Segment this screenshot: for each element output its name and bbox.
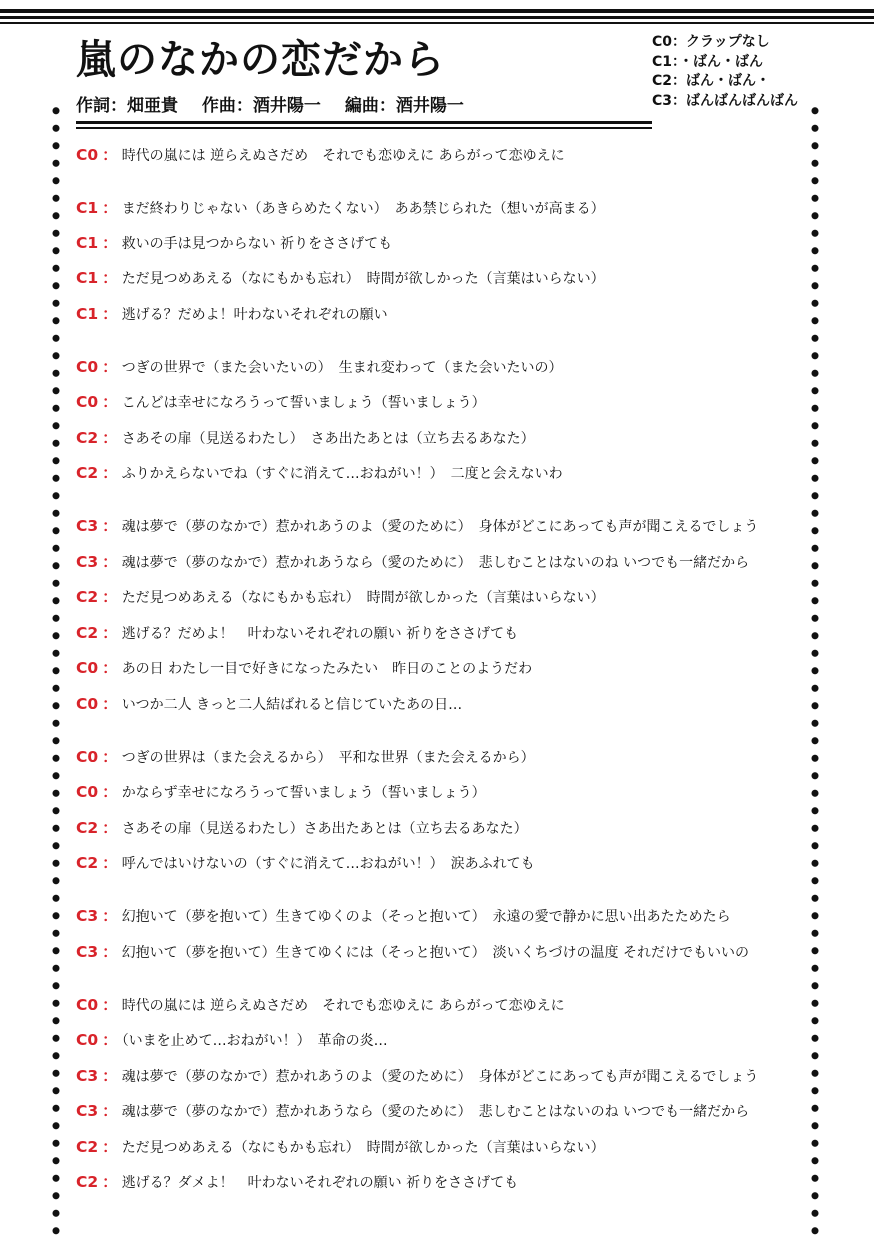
clap-code: C2	[76, 429, 99, 447]
lyric-text: さあその扉（見送るわたし）さあ出たあとは（立ち去るあなた）	[121, 821, 528, 837]
clap-code-separator: ：	[102, 588, 118, 606]
lyric-line	[76, 742, 535, 772]
header-rule-1	[0, 9, 874, 13]
clap-code-separator: ：	[102, 464, 118, 482]
clap-code: C0	[76, 1031, 99, 1049]
clap-code-separator: ：	[102, 199, 118, 217]
lyric-line	[76, 653, 532, 683]
song-title: 嵐のなかの恋だから	[76, 37, 445, 83]
clap-code: C0	[76, 146, 99, 164]
clap-code-separator: ：	[102, 783, 118, 801]
lyric-text: こんどは幸せになろうって誓いましょう（誓いましょう）	[121, 395, 486, 411]
header-rule-3	[0, 22, 874, 24]
clap-code: C0	[76, 695, 99, 713]
lyric-line	[76, 423, 535, 453]
lyric-line	[76, 1167, 518, 1197]
lyric-line	[76, 511, 758, 541]
clap-code-separator: ：	[102, 305, 118, 323]
clap-code-separator: ：	[102, 996, 118, 1014]
lyric-line	[76, 990, 565, 1020]
lyric-line	[76, 228, 392, 258]
lyric-line	[76, 1096, 749, 1126]
lyric-text: 逃げる？ダメよ！ 叶わないそれぞれの願い 祈りをささげても	[121, 1175, 519, 1191]
legend-c3: C3：ばんばんばんばん	[652, 92, 799, 109]
clap-code: C1	[76, 234, 99, 252]
clap-code: C2	[76, 464, 99, 482]
clap-code-separator: ：	[102, 943, 118, 961]
lyric-line	[76, 777, 486, 807]
clap-code: C0	[76, 659, 99, 677]
lyric-line	[76, 547, 749, 577]
lyric-text: まだ終わりじゃない（あきらめたくない） ああ禁じられた（想いが高まる）	[121, 201, 605, 217]
clap-code-separator: ：	[102, 146, 118, 164]
clap-code: C1	[76, 305, 99, 323]
clap-code: C3	[76, 943, 99, 961]
lyric-text: つぎの世界は（また会えるから） 平和な世界（また会えるから）	[121, 750, 535, 766]
clap-code: C0	[76, 783, 99, 801]
lyric-text: 逃げる？だめよ！ 叶わないそれぞれの願い 祈りをささげても	[121, 626, 519, 642]
lyric-text: ただ見つめあえる（なにもかも忘れ） 時間が欲しかった（言葉はいらない）	[121, 1140, 605, 1156]
clap-code: C0	[76, 996, 99, 1014]
lyric-text: （いまを止めて…おねがい！） 革命の炎…	[121, 1033, 388, 1049]
lyric-line	[76, 193, 605, 223]
lyric-text: 魂は夢で（夢のなかで）惹かれあうなら（愛のために） 悲しむことはないのね いつでも一緒だから	[121, 1104, 750, 1120]
clap-code: C2	[76, 1138, 99, 1156]
lyric-line	[76, 263, 605, 293]
clap-code-separator: ：	[102, 624, 118, 642]
clap-code-separator: ：	[102, 269, 118, 287]
lyric-line	[76, 582, 605, 612]
clap-code-separator: ：	[102, 1031, 118, 1049]
composer-credit: 作曲：酒井陽一	[201, 96, 321, 116]
lyric-text: つぎの世界で（また会いたいの） 生まれ変わって（また会いたいの）	[121, 360, 563, 376]
clap-code-separator: ：	[102, 1173, 118, 1191]
lyric-text: ただ見つめあえる（なにもかも忘れ） 時間が欲しかった（言葉はいらない）	[121, 271, 605, 287]
arranger-credit: 編曲：酒井陽一	[344, 96, 464, 116]
lyric-line	[76, 937, 749, 967]
lyric-text: 魂は夢で（夢のなかで）惹かれあうなら（愛のために） 悲しむことはないのね いつでも一緒だから	[121, 555, 750, 571]
lyric-line	[76, 1132, 605, 1162]
clap-code-separator: ：	[102, 393, 118, 411]
right-dotted-border	[811, 102, 819, 1236]
clap-code-separator: ：	[102, 1067, 118, 1085]
lyric-line	[76, 140, 565, 170]
clap-code-separator: ：	[102, 659, 118, 677]
credit-underline-1	[76, 121, 652, 124]
lyricist-credit: 作詞：畑亜貴	[76, 96, 178, 116]
lyric-text: ふりかえらないでね（すぐに消えて…おねがい！） 二度と会えないわ	[121, 466, 563, 482]
clap-code-separator: ：	[102, 234, 118, 252]
lyric-text: さあその扉（見送るわたし） さあ出たあとは（立ち去るあなた）	[121, 431, 535, 447]
lyric-line	[76, 387, 486, 417]
clap-code: C1	[76, 199, 99, 217]
clap-code: C3	[76, 1102, 99, 1120]
lyric-text: 幻抱いて（夢を抱いて）生きてゆくのよ（そっと抱いて） 永遠の愛で静かに思い出あたためたら	[121, 909, 731, 925]
left-dotted-border	[52, 102, 60, 1236]
lyric-text: 魂は夢で（夢のなかで）惹かれあうのよ（愛のために） 身体がどこにあっても声が聞こえるでしょう	[121, 1069, 759, 1085]
lyric-line	[76, 848, 535, 878]
clap-code-separator: ：	[102, 695, 118, 713]
lyric-text: 逃げる？だめよ！叶わないそれぞれの願い	[121, 307, 388, 323]
lyric-text: ただ見つめあえる（なにもかも忘れ） 時間が欲しかった（言葉はいらない）	[121, 590, 605, 606]
lyric-text: 魂は夢で（夢のなかで）惹かれあうのよ（愛のために） 身体がどこにあっても声が聞こえるでしょう	[121, 519, 759, 535]
credit-underline-2	[76, 127, 652, 129]
clap-code: C2	[76, 1173, 99, 1191]
clap-code-separator: ：	[102, 553, 118, 571]
legend-c2: C2：ばん・ばん・	[652, 73, 771, 89]
lyric-line	[76, 689, 462, 719]
clap-code: C2	[76, 624, 99, 642]
lyric-line	[76, 1061, 758, 1091]
lyric-line	[76, 618, 518, 648]
song-credits	[76, 94, 482, 118]
lyric-line	[76, 1025, 388, 1055]
header-rule-2	[0, 16, 874, 19]
clap-code-separator: ：	[102, 748, 118, 766]
clap-code: C3	[76, 1067, 99, 1085]
legend-c0: C0：クラップなし	[652, 34, 770, 50]
lyric-text: 救いの手は見つからない 祈りをささげても	[121, 236, 393, 252]
lyric-text: かならず幸せになろうって誓いましょう（誓いましょう）	[121, 785, 486, 801]
lyric-text: 幻抱いて（夢を抱いて）生きてゆくには（そっと抱いて） 淡いくちづけの温度 それだけでもいいの	[121, 945, 749, 961]
clap-code-separator: ：	[102, 854, 118, 872]
clap-code-separator: ：	[102, 907, 118, 925]
clap-code-separator: ：	[102, 1138, 118, 1156]
lyric-text: 時代の嵐には 逆らえぬさだめ それでも恋ゆえに あらがって恋ゆえに	[121, 998, 565, 1014]
clap-code: C1	[76, 269, 99, 287]
clap-code-separator: ：	[102, 429, 118, 447]
clap-code: C3	[76, 553, 99, 571]
lyric-line	[76, 901, 731, 931]
clap-code-separator: ：	[102, 517, 118, 535]
clap-code-separator: ：	[102, 819, 118, 837]
clap-code: C3	[76, 517, 99, 535]
legend-c1: C1：・ばん・ばん	[652, 53, 764, 70]
clap-code: C0	[76, 748, 99, 766]
clap-code: C3	[76, 907, 99, 925]
lyric-line	[76, 813, 528, 843]
lyric-line	[76, 352, 563, 382]
clap-code: C0	[76, 393, 99, 411]
clap-code-separator: ：	[102, 1102, 118, 1120]
clap-code: C2	[76, 854, 99, 872]
lyric-text: いつか二人 きっと二人結ばれると信じていたあの日…	[121, 697, 463, 713]
lyric-text: 呼んではいけないの（すぐに消えて…おねがい！） 涙あふれても	[121, 856, 535, 872]
clap-legend	[652, 33, 798, 111]
lyric-line	[76, 458, 563, 488]
lyric-text: あの日 わたし一目で好きになったみたい 昨日のことのようだわ	[121, 661, 533, 677]
clap-code-separator: ：	[102, 358, 118, 376]
lyric-text: 時代の嵐には 逆らえぬさだめ それでも恋ゆえに あらがって恋ゆえに	[121, 148, 565, 164]
clap-code: C2	[76, 819, 99, 837]
clap-code: C0	[76, 358, 99, 376]
clap-code: C2	[76, 588, 99, 606]
lyric-line	[76, 299, 388, 329]
